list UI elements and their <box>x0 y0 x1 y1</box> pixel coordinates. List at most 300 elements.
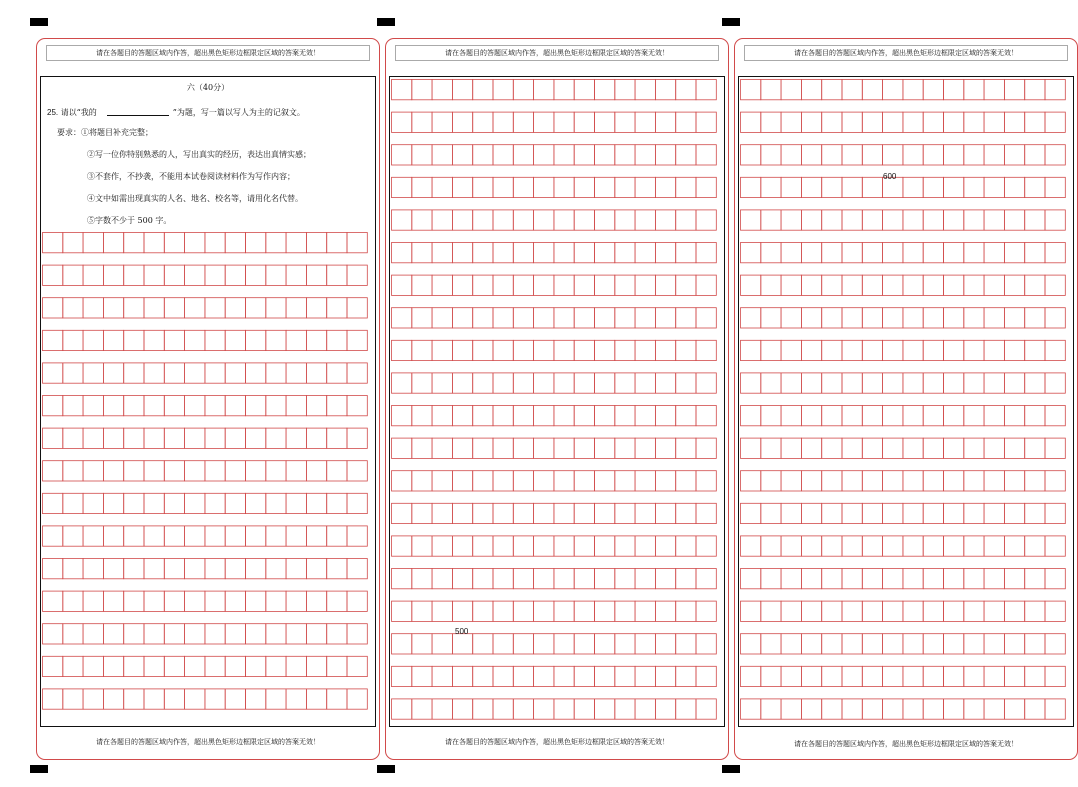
grid-cell[interactable] <box>801 569 821 589</box>
grid-cell[interactable] <box>655 308 675 328</box>
grid-cell[interactable] <box>164 428 184 448</box>
grid-cell[interactable] <box>862 634 882 654</box>
grid-cell[interactable] <box>185 298 205 318</box>
grid-cell[interactable] <box>412 373 432 393</box>
grid-cell[interactable] <box>534 177 554 197</box>
grid-cell[interactable] <box>964 569 984 589</box>
grid-cell[interactable] <box>1004 471 1024 491</box>
grid-cell[interactable] <box>347 265 367 285</box>
grid-cell[interactable] <box>493 80 513 100</box>
grid-cell[interactable] <box>944 666 964 686</box>
grid-cell[interactable] <box>392 210 412 230</box>
grid-cell[interactable] <box>676 145 696 165</box>
grid-cell[interactable] <box>635 308 655 328</box>
grid-cell[interactable] <box>534 634 554 654</box>
grid-cell[interactable] <box>43 624 63 644</box>
grid-cell[interactable] <box>392 471 412 491</box>
grid-cell[interactable] <box>347 396 367 416</box>
grid-cell[interactable] <box>473 210 493 230</box>
grid-cell[interactable] <box>534 536 554 556</box>
grid-cell[interactable] <box>595 634 615 654</box>
grid-cell[interactable] <box>741 471 761 491</box>
grid-cell[interactable] <box>741 275 761 295</box>
grid-cell[interactable] <box>554 275 574 295</box>
grid-cell[interactable] <box>944 145 964 165</box>
grid-cell[interactable] <box>595 699 615 719</box>
grid-cell[interactable] <box>984 275 1004 295</box>
grid-cell[interactable] <box>964 210 984 230</box>
grid-cell[interactable] <box>473 145 493 165</box>
grid-cell[interactable] <box>761 601 781 621</box>
grid-cell[interactable] <box>635 666 655 686</box>
grid-cell[interactable] <box>306 298 326 318</box>
grid-cell[interactable] <box>266 493 286 513</box>
grid-cell[interactable] <box>347 526 367 546</box>
grid-cell[interactable] <box>63 330 83 350</box>
grid-cell[interactable] <box>574 275 594 295</box>
grid-cell[interactable] <box>903 406 923 426</box>
grid-cell[interactable] <box>741 145 761 165</box>
grid-cell[interactable] <box>923 536 943 556</box>
grid-cell[interactable] <box>761 373 781 393</box>
grid-cell[interactable] <box>412 275 432 295</box>
grid-cell[interactable] <box>903 210 923 230</box>
grid-cell[interactable] <box>306 526 326 546</box>
grid-cell[interactable] <box>676 243 696 263</box>
grid-cell[interactable] <box>493 666 513 686</box>
grid-cell[interactable] <box>246 233 266 253</box>
grid-cell[interactable] <box>883 699 903 719</box>
grid-cell[interactable] <box>903 634 923 654</box>
grid-cell[interactable] <box>43 298 63 318</box>
grid-cell[interactable] <box>63 689 83 709</box>
grid-cell[interactable] <box>412 243 432 263</box>
grid-cell[interactable] <box>696 340 716 360</box>
grid-cell[interactable] <box>225 396 245 416</box>
grid-cell[interactable] <box>103 526 123 546</box>
grid-cell[interactable] <box>615 536 635 556</box>
grid-cell[interactable] <box>883 243 903 263</box>
grid-cell[interactable] <box>801 438 821 458</box>
grid-cell[interactable] <box>883 275 903 295</box>
grid-cell[interactable] <box>1045 503 1065 523</box>
grid-cell[interactable] <box>801 406 821 426</box>
grid-cell[interactable] <box>83 624 103 644</box>
grid-cell[interactable] <box>534 80 554 100</box>
grid-cell[interactable] <box>862 373 882 393</box>
grid-cell[interactable] <box>63 559 83 579</box>
grid-cell[interactable] <box>761 569 781 589</box>
grid-cell[interactable] <box>903 699 923 719</box>
grid-cell[interactable] <box>696 210 716 230</box>
grid-cell[interactable] <box>1025 373 1045 393</box>
title-blank[interactable] <box>107 107 169 116</box>
grid-cell[interactable] <box>513 210 533 230</box>
grid-cell[interactable] <box>635 634 655 654</box>
grid-cell[interactable] <box>822 308 842 328</box>
grid-cell[interactable] <box>392 569 412 589</box>
grid-cell[interactable] <box>883 471 903 491</box>
grid-cell[interactable] <box>306 396 326 416</box>
grid-cell[interactable] <box>43 591 63 611</box>
grid-cell[interactable] <box>534 308 554 328</box>
grid-cell[interactable] <box>822 210 842 230</box>
grid-cell[interactable] <box>842 536 862 556</box>
grid-cell[interactable] <box>741 112 761 132</box>
grid-cell[interactable] <box>83 591 103 611</box>
grid-cell[interactable] <box>266 591 286 611</box>
grid-cell[interactable] <box>964 438 984 458</box>
grid-cell[interactable] <box>513 601 533 621</box>
grid-cell[interactable] <box>964 145 984 165</box>
grid-cell[interactable] <box>452 536 472 556</box>
grid-cell[interactable] <box>696 471 716 491</box>
grid-cell[interactable] <box>144 689 164 709</box>
grid-cell[interactable] <box>83 526 103 546</box>
grid-cell[interactable] <box>185 493 205 513</box>
grid-cell[interactable] <box>144 559 164 579</box>
grid-cell[interactable] <box>696 503 716 523</box>
grid-cell[interactable] <box>225 689 245 709</box>
grid-cell[interactable] <box>801 243 821 263</box>
grid-cell[interactable] <box>822 145 842 165</box>
grid-cell[interactable] <box>822 340 842 360</box>
grid-cell[interactable] <box>655 471 675 491</box>
grid-cell[interactable] <box>83 428 103 448</box>
grid-cell[interactable] <box>534 601 554 621</box>
grid-cell[interactable] <box>696 536 716 556</box>
grid-cell[interactable] <box>452 438 472 458</box>
grid-cell[interactable] <box>534 666 554 686</box>
grid-cell[interactable] <box>761 80 781 100</box>
grid-cell[interactable] <box>392 177 412 197</box>
grid-cell[interactable] <box>473 177 493 197</box>
grid-cell[interactable] <box>124 493 144 513</box>
grid-cell[interactable] <box>801 601 821 621</box>
grid-cell[interactable] <box>164 591 184 611</box>
grid-cell[interactable] <box>801 536 821 556</box>
grid-cell[interactable] <box>964 112 984 132</box>
grid-cell[interactable] <box>615 634 635 654</box>
grid-cell[interactable] <box>246 363 266 383</box>
grid-cell[interactable] <box>923 80 943 100</box>
grid-cell[interactable] <box>1004 210 1024 230</box>
grid-cell[interactable] <box>534 210 554 230</box>
grid-cell[interactable] <box>822 569 842 589</box>
grid-cell[interactable] <box>225 428 245 448</box>
grid-cell[interactable] <box>574 601 594 621</box>
grid-cell[interactable] <box>493 275 513 295</box>
grid-cell[interactable] <box>696 406 716 426</box>
grid-cell[interactable] <box>534 699 554 719</box>
grid-cell[interactable] <box>984 243 1004 263</box>
grid-cell[interactable] <box>513 666 533 686</box>
grid-cell[interactable] <box>883 340 903 360</box>
grid-cell[interactable] <box>473 666 493 686</box>
grid-cell[interactable] <box>327 428 347 448</box>
grid-cell[interactable] <box>327 656 347 676</box>
grid-cell[interactable] <box>964 373 984 393</box>
grid-cell[interactable] <box>574 406 594 426</box>
grid-cell[interactable] <box>781 112 801 132</box>
grid-cell[interactable] <box>862 699 882 719</box>
grid-cell[interactable] <box>473 308 493 328</box>
grid-cell[interactable] <box>144 493 164 513</box>
grid-cell[interactable] <box>327 265 347 285</box>
grid-cell[interactable] <box>473 112 493 132</box>
grid-cell[interactable] <box>124 363 144 383</box>
grid-cell[interactable] <box>286 461 306 481</box>
grid-cell[interactable] <box>534 340 554 360</box>
grid-cell[interactable] <box>246 526 266 546</box>
grid-cell[interactable] <box>883 145 903 165</box>
grid-cell[interactable] <box>676 112 696 132</box>
grid-cell[interactable] <box>432 340 452 360</box>
grid-cell[interactable] <box>63 233 83 253</box>
grid-cell[interactable] <box>842 243 862 263</box>
grid-cell[interactable] <box>964 634 984 654</box>
grid-cell[interactable] <box>83 330 103 350</box>
grid-cell[interactable] <box>903 308 923 328</box>
grid-cell[interactable] <box>347 591 367 611</box>
grid-cell[interactable] <box>432 243 452 263</box>
grid-cell[interactable] <box>493 503 513 523</box>
grid-cell[interactable] <box>883 406 903 426</box>
grid-cell[interactable] <box>635 373 655 393</box>
grid-cell[interactable] <box>246 624 266 644</box>
grid-cell[interactable] <box>761 471 781 491</box>
grid-cell[interactable] <box>944 243 964 263</box>
grid-cell[interactable] <box>412 438 432 458</box>
grid-cell[interactable] <box>83 559 103 579</box>
grid-cell[interactable] <box>1025 699 1045 719</box>
grid-cell[interactable] <box>513 243 533 263</box>
grid-cell[interactable] <box>655 243 675 263</box>
grid-cell[interactable] <box>676 308 696 328</box>
grid-cell[interactable] <box>1025 438 1045 458</box>
grid-cell[interactable] <box>1045 601 1065 621</box>
grid-cell[interactable] <box>205 526 225 546</box>
grid-cell[interactable] <box>696 699 716 719</box>
grid-cell[interactable] <box>964 243 984 263</box>
grid-cell[interactable] <box>862 275 882 295</box>
grid-cell[interactable] <box>185 461 205 481</box>
grid-cell[interactable] <box>984 569 1004 589</box>
grid-cell[interactable] <box>822 243 842 263</box>
grid-cell[interactable] <box>1045 275 1065 295</box>
grid-cell[interactable] <box>266 689 286 709</box>
grid-cell[interactable] <box>225 233 245 253</box>
grid-cell[interactable] <box>554 210 574 230</box>
grid-cell[interactable] <box>473 699 493 719</box>
grid-cell[interactable] <box>676 569 696 589</box>
grid-cell[interactable] <box>635 536 655 556</box>
grid-cell[interactable] <box>452 308 472 328</box>
grid-cell[interactable] <box>842 210 862 230</box>
grid-cell[interactable] <box>432 177 452 197</box>
grid-cell[interactable] <box>964 536 984 556</box>
grid-cell[interactable] <box>412 112 432 132</box>
grid-cell[interactable] <box>781 145 801 165</box>
grid-cell[interactable] <box>1045 340 1065 360</box>
grid-cell[interactable] <box>185 233 205 253</box>
grid-cell[interactable] <box>984 601 1004 621</box>
grid-cell[interactable] <box>286 396 306 416</box>
grid-cell[interactable] <box>493 569 513 589</box>
grid-cell[interactable] <box>801 666 821 686</box>
grid-cell[interactable] <box>164 526 184 546</box>
grid-cell[interactable] <box>964 80 984 100</box>
grid-cell[interactable] <box>83 265 103 285</box>
grid-cell[interactable] <box>327 493 347 513</box>
grid-cell[interactable] <box>493 471 513 491</box>
grid-cell[interactable] <box>103 265 123 285</box>
grid-cell[interactable] <box>246 493 266 513</box>
grid-cell[interactable] <box>923 340 943 360</box>
grid-cell[interactable] <box>1045 666 1065 686</box>
grid-cell[interactable] <box>473 503 493 523</box>
grid-cell[interactable] <box>103 493 123 513</box>
grid-cell[interactable] <box>412 177 432 197</box>
grid-cell[interactable] <box>801 177 821 197</box>
grid-cell[interactable] <box>306 330 326 350</box>
grid-cell[interactable] <box>392 438 412 458</box>
grid-cell[interactable] <box>655 80 675 100</box>
grid-cell[interactable] <box>347 493 367 513</box>
grid-cell[interactable] <box>205 428 225 448</box>
grid-cell[interactable] <box>741 699 761 719</box>
grid-cell[interactable] <box>595 275 615 295</box>
grid-cell[interactable] <box>1025 634 1045 654</box>
grid-cell[interactable] <box>595 601 615 621</box>
grid-cell[interactable] <box>473 438 493 458</box>
grid-cell[interactable] <box>964 503 984 523</box>
grid-cell[interactable] <box>615 601 635 621</box>
grid-cell[interactable] <box>124 624 144 644</box>
grid-cell[interactable] <box>944 503 964 523</box>
grid-cell[interactable] <box>83 689 103 709</box>
grid-cell[interactable] <box>801 145 821 165</box>
grid-cell[interactable] <box>964 308 984 328</box>
grid-cell[interactable] <box>842 80 862 100</box>
grid-cell[interactable] <box>655 503 675 523</box>
grid-cell[interactable] <box>595 471 615 491</box>
grid-cell[interactable] <box>144 428 164 448</box>
grid-cell[interactable] <box>1004 177 1024 197</box>
grid-cell[interactable] <box>822 438 842 458</box>
grid-cell[interactable] <box>513 275 533 295</box>
grid-cell[interactable] <box>493 699 513 719</box>
grid-cell[interactable] <box>412 634 432 654</box>
grid-cell[interactable] <box>43 689 63 709</box>
grid-cell[interactable] <box>1004 112 1024 132</box>
grid-cell[interactable] <box>984 471 1004 491</box>
grid-cell[interactable] <box>347 363 367 383</box>
grid-cell[interactable] <box>676 503 696 523</box>
grid-cell[interactable] <box>205 624 225 644</box>
grid-cell[interactable] <box>144 591 164 611</box>
grid-cell[interactable] <box>574 569 594 589</box>
grid-cell[interactable] <box>741 373 761 393</box>
grid-cell[interactable] <box>781 601 801 621</box>
grid-cell[interactable] <box>635 80 655 100</box>
grid-cell[interactable] <box>903 601 923 621</box>
grid-cell[interactable] <box>984 177 1004 197</box>
grid-cell[interactable] <box>246 428 266 448</box>
grid-cell[interactable] <box>103 330 123 350</box>
grid-cell[interactable] <box>534 503 554 523</box>
grid-cell[interactable] <box>185 591 205 611</box>
grid-cell[interactable] <box>306 461 326 481</box>
grid-cell[interactable] <box>225 461 245 481</box>
grid-cell[interactable] <box>655 145 675 165</box>
grid-cell[interactable] <box>124 559 144 579</box>
grid-cell[interactable] <box>452 340 472 360</box>
grid-cell[interactable] <box>225 298 245 318</box>
grid-cell[interactable] <box>944 275 964 295</box>
grid-cell[interactable] <box>63 656 83 676</box>
grid-cell[interactable] <box>822 373 842 393</box>
grid-cell[interactable] <box>327 298 347 318</box>
grid-cell[interactable] <box>286 233 306 253</box>
grid-cell[interactable] <box>124 265 144 285</box>
grid-cell[interactable] <box>741 243 761 263</box>
grid-cell[interactable] <box>1025 243 1045 263</box>
grid-cell[interactable] <box>781 210 801 230</box>
grid-cell[interactable] <box>984 699 1004 719</box>
grid-cell[interactable] <box>903 145 923 165</box>
grid-cell[interactable] <box>493 536 513 556</box>
grid-cell[interactable] <box>225 559 245 579</box>
grid-cell[interactable] <box>944 601 964 621</box>
grid-cell[interactable] <box>1025 569 1045 589</box>
grid-cell[interactable] <box>676 275 696 295</box>
grid-cell[interactable] <box>286 624 306 644</box>
grid-cell[interactable] <box>103 298 123 318</box>
grid-cell[interactable] <box>43 330 63 350</box>
grid-cell[interactable] <box>903 80 923 100</box>
grid-cell[interactable] <box>862 80 882 100</box>
grid-cell[interactable] <box>493 373 513 393</box>
grid-cell[interactable] <box>452 80 472 100</box>
grid-cell[interactable] <box>124 689 144 709</box>
grid-cell[interactable] <box>124 428 144 448</box>
grid-cell[interactable] <box>615 340 635 360</box>
grid-cell[interactable] <box>452 145 472 165</box>
grid-cell[interactable] <box>432 569 452 589</box>
grid-cell[interactable] <box>923 112 943 132</box>
grid-cell[interactable] <box>944 308 964 328</box>
grid-cell[interactable] <box>862 601 882 621</box>
grid-cell[interactable] <box>964 406 984 426</box>
grid-cell[interactable] <box>822 406 842 426</box>
grid-cell[interactable] <box>43 363 63 383</box>
grid-cell[interactable] <box>842 569 862 589</box>
grid-cell[interactable] <box>984 406 1004 426</box>
grid-cell[interactable] <box>432 536 452 556</box>
grid-cell[interactable] <box>781 634 801 654</box>
grid-cell[interactable] <box>923 275 943 295</box>
grid-cell[interactable] <box>655 340 675 360</box>
grid-cell[interactable] <box>432 699 452 719</box>
grid-cell[interactable] <box>83 493 103 513</box>
grid-cell[interactable] <box>554 634 574 654</box>
grid-cell[interactable] <box>164 559 184 579</box>
grid-cell[interactable] <box>615 112 635 132</box>
grid-cell[interactable] <box>306 624 326 644</box>
grid-cell[interactable] <box>185 265 205 285</box>
grid-cell[interactable] <box>246 559 266 579</box>
